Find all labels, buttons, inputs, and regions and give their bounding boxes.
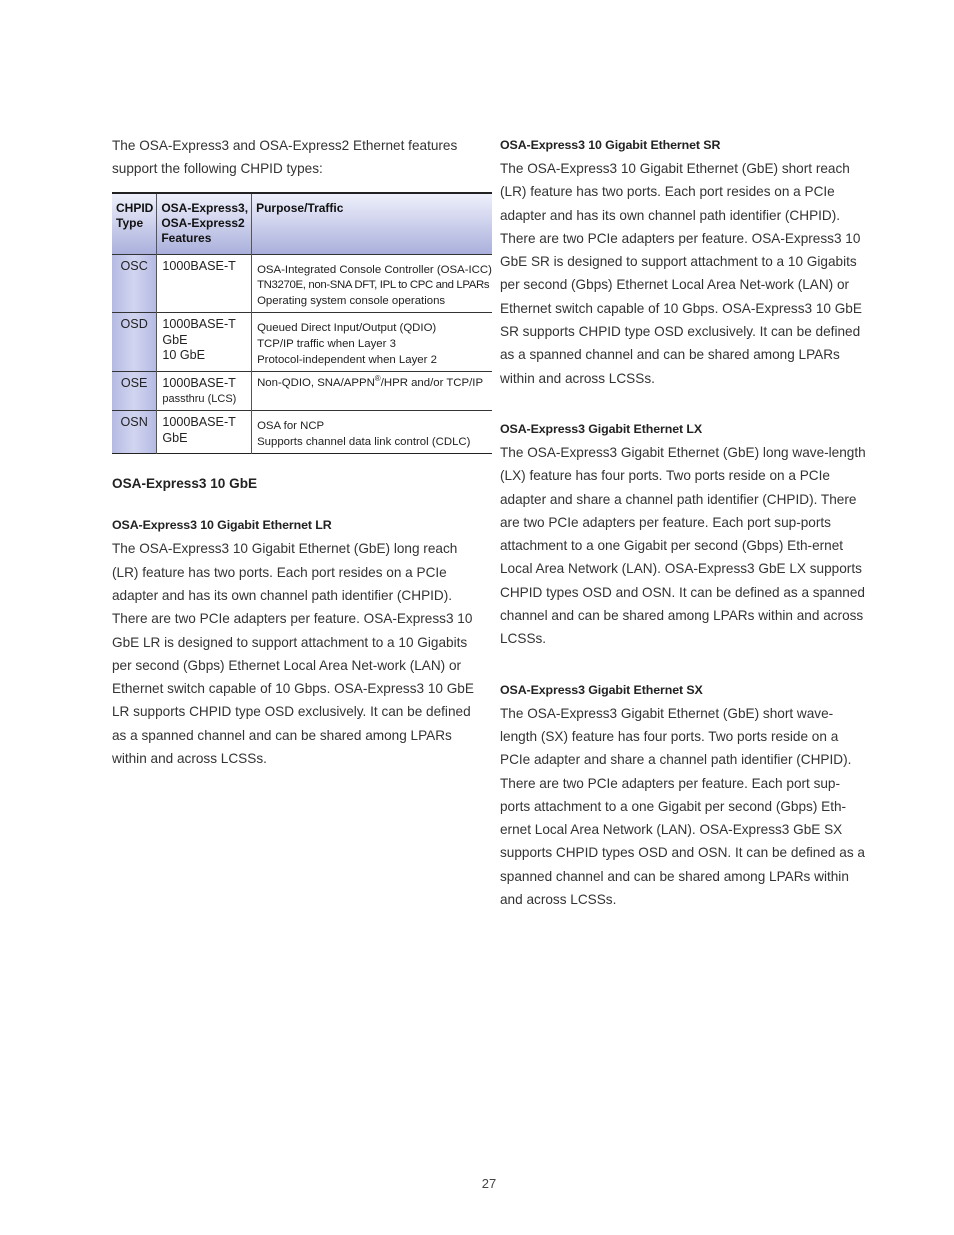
table-row bbox=[112, 411, 492, 454]
header-chpid-type: CHPID Type bbox=[112, 193, 157, 255]
table-row bbox=[112, 254, 492, 313]
features-cell: 1000BASE-T GbE 10 GbE bbox=[157, 313, 252, 372]
left-column bbox=[112, 134, 492, 770]
purpose-cell: OSA for NCP Supports channel data link control (CDLC) bbox=[252, 411, 492, 454]
purpose-cell: Queued Direct Input/Output (QDIO) TCP/IP traffic when Layer 3 Protocol-independent when Layer 2 bbox=[252, 313, 492, 372]
paragraph-gbe-sx: The OSA-Express3 Gigabit Ethernet (GbE) short wave-length (SX) feature has four ports. Two ports reside on a PCIe adapter and share a channel path identifier (CHPID). There are two PCIe adapters per feature. Each port sup-ports attachment to a one Gigabit per second (Gbps) Eth-ernet Local Area Network (LAN). OSA-Express3 GbE SX supports CHPID types OSD and OSN. It can be defined as a spanned channel and can be shared among LPARs within and across LCSSs. bbox=[500, 705, 865, 908]
chpid-type-cell: OSE bbox=[112, 372, 157, 411]
header-features: OSA-Express3, OSA-Express2 Features bbox=[157, 193, 252, 255]
chpid-type-cell: OSN bbox=[112, 411, 157, 454]
features-cell: 1000BASE-T passthru (LCS) bbox=[157, 372, 252, 411]
subhead-10gbe-lr: OSA-Express3 10 Gigabit Ethernet LR bbox=[112, 518, 332, 533]
features-cell: 1000BASE-T GbE bbox=[157, 411, 252, 454]
table-row bbox=[112, 372, 492, 411]
chpid-table bbox=[112, 192, 492, 455]
right-column bbox=[500, 134, 872, 911]
chpid-type-cell: OSC bbox=[112, 254, 157, 313]
table-header-row bbox=[112, 193, 492, 255]
intro-paragraph: The OSA-Express3 and OSA-Express2 Ethernet features support the following CHPID types: bbox=[112, 138, 458, 177]
page-number: 27 bbox=[481, 1176, 497, 1191]
header-purpose: Purpose/Traffic bbox=[252, 193, 492, 255]
paragraph-gbe-lx: The OSA-Express3 Gigabit Ethernet (GbE) long wave-length (LX) feature has four ports. Two ports reside on a PCIe adapter and share a channel path identifier (CHPID). There are two PCIe adapters per feature. Each port sup-ports attachment to a one Gigabit per second (Gbps) Eth-ernet Local Area Network (LAN). OSA-Express3 GbE LX supports CHPID types OSD and OSN. It can be defined as a spanned channel and can be shared among LPARs within and across LCSSs. bbox=[500, 444, 866, 647]
paragraph-10gbe-sr: The OSA-Express3 10 Gigabit Ethernet (GbE) short reach (LR) feature has two ports. Each port resides on a PCIe adapter and has its own channel path identifier (CHPID). There are two PCIe adapters per feature. OSA-Express3 10 GbE SR is designed to support attachment to a 10 Gigabits per second (Gbps) Ethernet Local Area Net-work (LAN) or Ethernet switch capable of 10 Gbps. OSA-Express3 10 GbE SR supports CHPID type OSD exclusively. It can be defined as a spanned channel and can be shared among LPARs within and across LCSSs. bbox=[500, 161, 862, 386]
section-heading-10gbe: OSA-Express3 10 GbE bbox=[112, 476, 258, 492]
paragraph-10gbe-lr: The OSA-Express3 10 Gigabit Ethernet (GbE) long reach (LR) feature has two ports. Each port resides on a PCIe adapter and has its own channel path identifier (CHPID). There are two PCIe adapters per feature. OSA-Express3 10 GbE LR is designed to support attachment to a 10 Gigabits per second (Gbps) Ethernet Local Area Net-work (LAN) or Ethernet switch capable of 10 Gbps. OSA-Express3 10 GbE LR supports CHPID type OSD exclusively. It can be defined as a spanned channel and can be shared among LPARs within and across LCSSs. bbox=[112, 541, 474, 767]
subhead-gbe-sx: OSA-Express3 Gigabit Ethernet SX bbox=[500, 682, 703, 697]
purpose-cell: OSA-Integrated Console Controller (OSA-ICC) TN3270E, non-SNA DFT, IPL to CPC and LPARs Operating system console operations bbox=[252, 254, 492, 313]
subhead-gbe-lx: OSA-Express3 Gigabit Ethernet LX bbox=[500, 421, 702, 436]
purpose-cell: Non-QDIO, SNA/APPN®/HPR and/or TCP/IP bbox=[252, 372, 492, 411]
chpid-type-cell: OSD bbox=[112, 313, 157, 372]
subhead-10gbe-sr: OSA-Express3 10 Gigabit Ethernet SR bbox=[500, 138, 721, 152]
table-row bbox=[112, 313, 492, 372]
features-cell: 1000BASE-T bbox=[157, 254, 252, 313]
registered-mark: ® bbox=[374, 374, 381, 384]
